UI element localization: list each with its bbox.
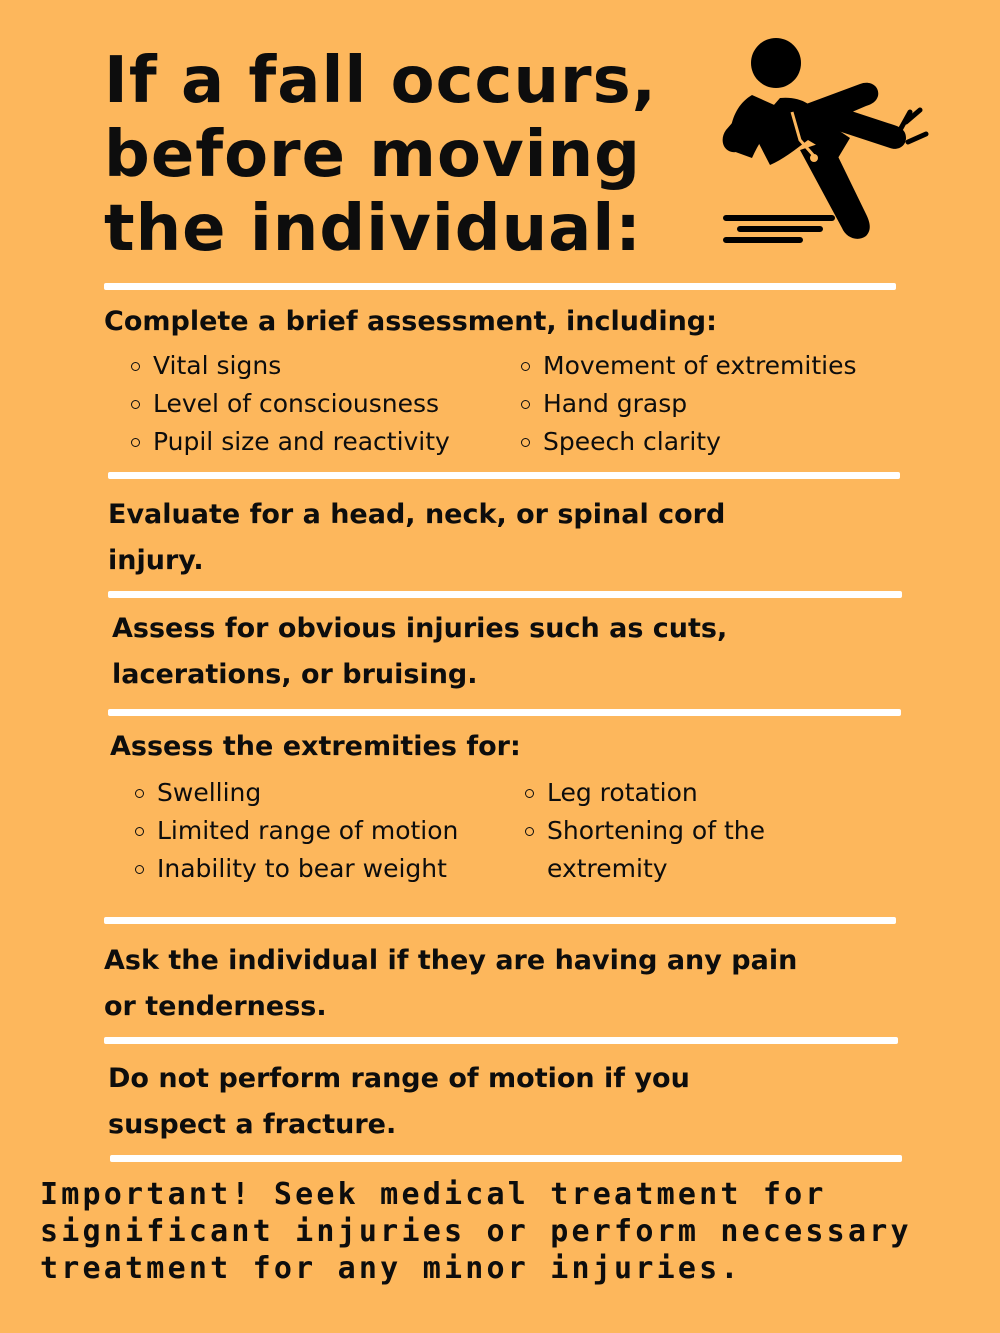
important-line: treatment for any minor injuries. [40, 1251, 742, 1286]
list-item: Limited range of motion [135, 812, 458, 850]
title-line-1: If a fall occurs, [104, 44, 657, 118]
falling-person-icon [718, 36, 933, 251]
title-line-2: before moving [104, 118, 641, 192]
list-item: Pupil size and reactivity [131, 423, 450, 461]
obvious-injuries-section [112, 606, 727, 698]
list-item: Level of consciousness [131, 385, 439, 423]
section-text-line: lacerations, or bruising. [112, 659, 478, 690]
divider [108, 591, 902, 598]
pain-section [104, 938, 797, 1030]
divider [104, 283, 896, 290]
page-title [104, 44, 724, 266]
list-item: Hand grasp [521, 385, 687, 423]
important-note [40, 1176, 980, 1287]
section-text-line: or tenderness. [104, 991, 327, 1022]
list-item: Speech clarity [521, 423, 721, 461]
section-text-line: Evaluate for a head, neck, or spinal cord [108, 499, 726, 530]
section-text-line: Assess for obvious injuries such as cuts, [112, 613, 728, 644]
list-item: Shortening of the [525, 812, 765, 850]
divider [104, 1037, 898, 1044]
list-item: Leg rotation [525, 774, 698, 812]
extremities-heading: Assess the extremities for: [110, 731, 521, 762]
list-item: Movement of extremities [521, 347, 857, 385]
divider [110, 1155, 902, 1162]
list-item: Vital signs [131, 347, 281, 385]
assessment-heading: Complete a brief assessment, including: [104, 306, 717, 337]
title-line-3: the individual: [104, 192, 642, 266]
fracture-section [108, 1056, 690, 1148]
section-text-line: Ask the individual if they are having any pain [104, 945, 798, 976]
divider [108, 709, 901, 716]
important-line: Important! Seek medical treatment for [40, 1177, 827, 1212]
divider [104, 917, 896, 924]
list-item: Swelling [135, 774, 261, 812]
list-item-continuation: extremity [547, 854, 668, 883]
important-line: significant injuries or perform necessary [40, 1214, 912, 1249]
section-text-line: Do not perform range of motion if you [108, 1063, 690, 1094]
section-text-line: injury. [108, 545, 204, 576]
section-text-line: suspect a fracture. [108, 1109, 397, 1140]
list-item: Inability to bear weight [135, 850, 447, 888]
head-neck-section [108, 492, 725, 584]
divider [108, 472, 900, 479]
